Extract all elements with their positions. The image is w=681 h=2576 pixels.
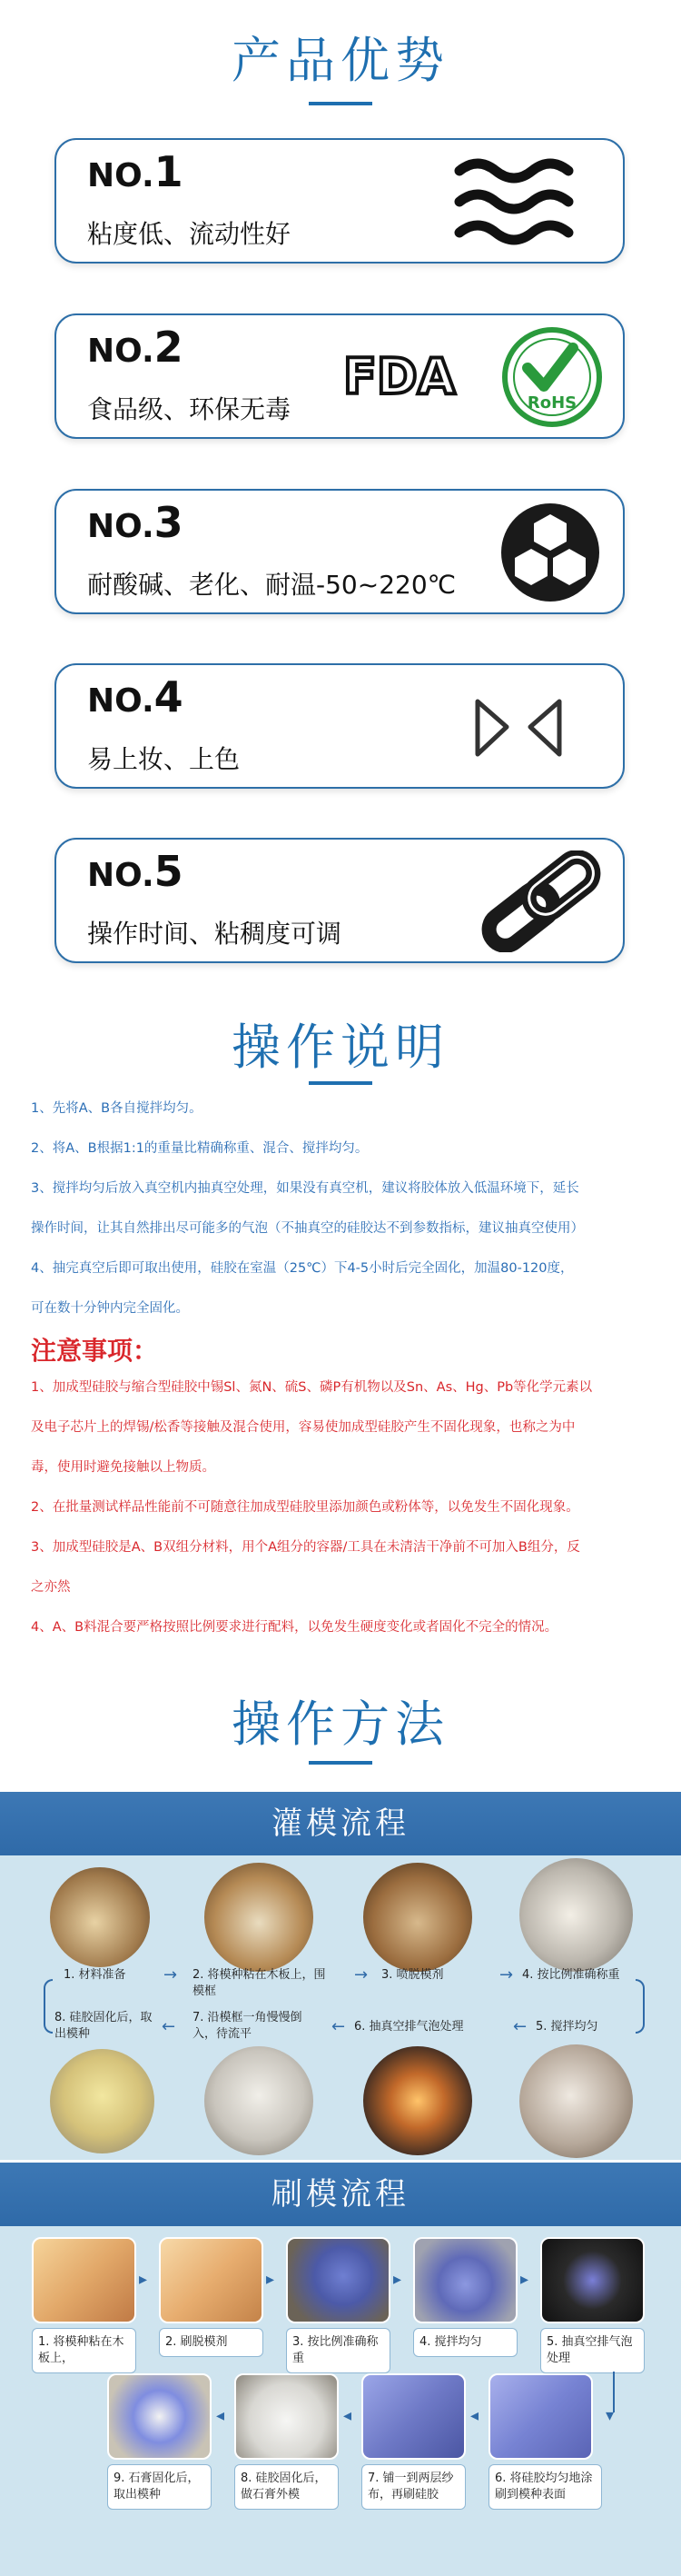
rohs-logo: RoHS — [527, 393, 577, 413]
warning-line: 3、加成型硅胶是A、B双组分材料，用个A组分的容器/工具在未清洁干净前不可加入B组分，反 — [31, 1540, 580, 1555]
advantage-text: 粘度低、流动性好 — [87, 219, 291, 249]
step-photo-weigh — [519, 1858, 633, 1972]
instruction-step: 4、抽完真空后即可取出使用，硅胶在室温（25℃）下4-5小时后完全固化，加温80-120度， — [31, 1261, 574, 1276]
advantage-number: NO.3 — [87, 498, 183, 547]
advantage-card-2 — [54, 313, 625, 439]
arrow-left-icon: ← — [331, 2017, 346, 2036]
warning-line: 之亦然 — [31, 1580, 71, 1595]
title-underline — [309, 102, 372, 105]
step-photo-demold — [50, 2049, 154, 2153]
warning-line: 4、A、B料混合要严格按照比例要求进行配料，以免发生硬度变化或者固化不完全的情况。 — [31, 1620, 558, 1635]
pour-step-7: 7. 沿模框一角慢慢倒入，待流平 — [192, 2011, 302, 2041]
step-photo-spray — [363, 1863, 472, 1972]
advantage-card-3 — [54, 489, 625, 614]
arrow-right-icon: → — [499, 1965, 514, 1984]
arrow-right-icon: ▸ — [520, 2270, 529, 2289]
arrow-left-icon: ◂ — [470, 2406, 479, 2425]
brush-step-4: 4. 搅拌均匀 — [413, 2328, 518, 2357]
arrow-right-icon: ▸ — [139, 2270, 148, 2289]
warning-line: 毒，使用时避免接触以上物质。 — [31, 1460, 215, 1475]
brush-step-5: 5. 抽真空排气泡处理 — [540, 2328, 645, 2373]
pour-step-5: 5. 搅拌均匀 — [536, 2020, 598, 2034]
pour-step-3: 3. 喷脱模剂 — [381, 1968, 444, 1982]
arrow-right-icon: → — [354, 1965, 369, 1984]
step-photo-pour — [204, 2046, 313, 2155]
step-photo-materials — [50, 1867, 150, 1967]
advantage-text: 食品级、环保无毒 — [87, 394, 291, 424]
advantage-number: NO.1 — [87, 147, 183, 196]
brush-photo-1 — [32, 2237, 136, 2323]
step-photo-mold-box — [204, 1863, 313, 1972]
instruction-step: 1、先将A、B各自搅拌均匀。 — [31, 1101, 202, 1116]
arrow-left-icon: ◂ — [216, 2406, 225, 2425]
brush-photo-3 — [286, 2237, 390, 2323]
advantage-number: NO.5 — [87, 847, 183, 896]
brush-step-8: 8. 硅胶固化后，做石膏外模 — [234, 2464, 339, 2510]
brush-step-7: 7. 铺一到两层纱布，再刷硅胶 — [361, 2464, 466, 2510]
advantage-text: 易上妆、上色 — [87, 744, 241, 774]
advantage-card-1 — [54, 138, 625, 264]
instruction-step: 可在数十分钟内完全固化。 — [31, 1301, 189, 1316]
brush-step-2: 2. 刷脱模剂 — [159, 2328, 263, 2357]
brush-step-9: 9. 石膏固化后，取出模种 — [107, 2464, 212, 2510]
advantage-text: 操作时间、粘稠度可调 — [87, 919, 342, 949]
brush-step-1: 1. 将模种粘在木板上， — [32, 2328, 136, 2373]
warning-line: 及电子芯片上的焊锡/松香等接触及混合使用，容易使加成型硅胶产生不固化现象，也称之为中 — [31, 1420, 576, 1435]
title-underline — [309, 1081, 372, 1085]
arrow-left-icon: ← — [513, 2017, 528, 2036]
brush-step-6: 6. 将硅胶均匀地涂刷到模种表面 — [489, 2464, 602, 2510]
brush-photo-4 — [413, 2237, 518, 2323]
methods-title: 操作方法 — [232, 1696, 449, 1753]
brush-photo-9 — [107, 2373, 212, 2460]
brush-process-banner: 刷模流程 — [0, 2163, 681, 2226]
brush-photo-2 — [159, 2237, 263, 2323]
warning-line: 1、加成型硅胶与缩合型硅胶中锡Sl、氮N、硫S、磷P有机物以及Sn、As、Hg、Pb等化学元素以 — [31, 1380, 593, 1395]
chain-link-icon — [423, 850, 605, 952]
instructions-title: 操作说明 — [232, 1019, 449, 1076]
title-underline — [309, 1761, 372, 1765]
instruction-step: 3、搅拌均匀后放入真空机内抽真空处理，如果没有真空机，建议将胶体放入低温环境下，延长 — [31, 1181, 579, 1196]
flow-connector-left — [44, 1979, 53, 2034]
waves-icon — [423, 151, 605, 253]
instruction-step: 2、将A、B根据1:1的重量比精确称重、混合、搅拌均匀。 — [31, 1141, 369, 1156]
pour-step-8: 8. 硅胶固化后，取出模种 — [54, 2011, 153, 2041]
warning-line: 2、在批量测试样品性能前不可随意往加成型硅胶里添加颜色或粉体等，以免发生不固化现象。 — [31, 1500, 579, 1515]
step-photo-stir — [519, 2044, 633, 2158]
arrow-down-icon: ▾ — [606, 2406, 615, 2425]
fda-logo: FDA — [343, 348, 456, 405]
hexagon-molecule-icon — [423, 502, 605, 603]
brush-photo-8 — [234, 2373, 339, 2460]
arrow-left-icon: ← — [162, 2017, 176, 2036]
pour-step-1: 1. 材料准备 — [64, 1968, 126, 1982]
flow-connector-right — [636, 1979, 645, 2034]
advantage-card-4 — [54, 663, 625, 789]
step-photo-vacuum — [363, 2046, 472, 2155]
arrow-left-icon: ◂ — [343, 2406, 352, 2425]
instruction-step: 操作时间，让其自然排出尽可能多的气泡（不抽真空的硅胶达不到参数指标，建议抽真空使用） — [31, 1221, 584, 1236]
fda-rohs-icon — [341, 326, 605, 428]
advantages-title: 产品优势 — [232, 32, 449, 89]
brush-step-3: 3. 按比例准确称重 — [286, 2328, 390, 2373]
brush-photo-6 — [489, 2373, 593, 2460]
brush-photo-7 — [361, 2373, 466, 2460]
advantage-text: 耐酸碱、老化、耐温-50~220℃ — [87, 570, 457, 600]
pour-step-6: 6. 抽真空排气泡处理 — [354, 2020, 464, 2034]
arrow-right-icon: ▸ — [393, 2270, 402, 2289]
advantage-number: NO.4 — [87, 672, 183, 721]
pour-step-2: 2. 将模种粘在木板上，围模框 — [192, 1968, 326, 1998]
advantage-card-5 — [54, 838, 625, 963]
brush-photo-5 — [540, 2237, 645, 2323]
pour-process-banner: 灌模流程 — [0, 1792, 681, 1855]
pour-step-4: 4. 按比例准确称重 — [522, 1968, 620, 1982]
triangles-icon — [423, 676, 605, 778]
warning-title: 注意事项： — [31, 1336, 159, 1366]
arrow-right-icon: ▸ — [266, 2270, 275, 2289]
arrow-right-icon: → — [163, 1965, 178, 1984]
advantage-number: NO.2 — [87, 323, 183, 372]
